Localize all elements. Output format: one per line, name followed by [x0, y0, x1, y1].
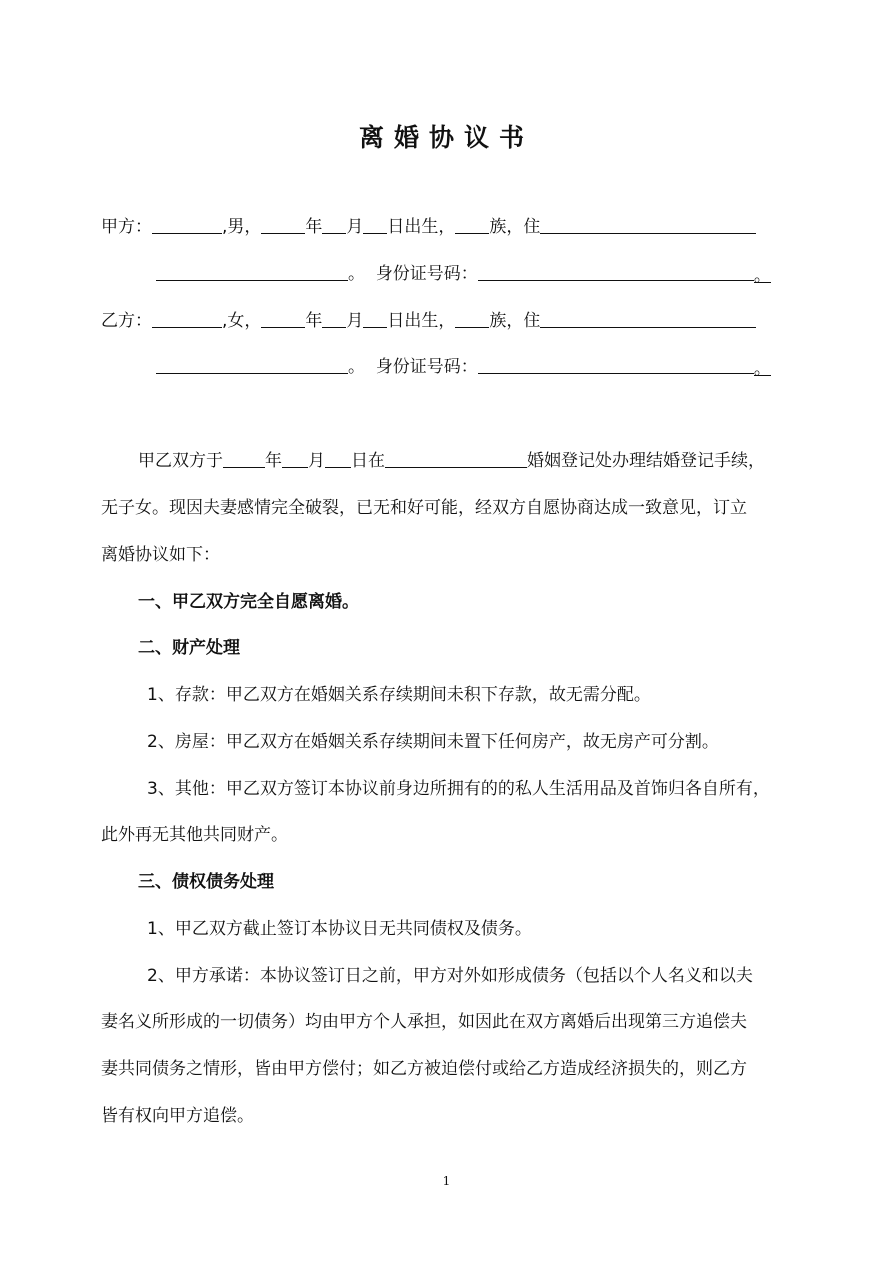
- section-3-item-1: 1、甲乙双方截止签订本协议日无共同债权及债务。: [147, 919, 532, 939]
- document-title: 离婚协议书: [358, 123, 534, 152]
- party-b-id-blank: [478, 355, 754, 374]
- section-2-item-2: 2、房屋：甲乙双方在婚姻关系存续期间未置下任何房产，故无房产可分割。: [147, 732, 719, 752]
- intro-line-1: 甲乙双方于 年 月 日在 婚姻登记处办理结婚登记手续，: [138, 451, 765, 471]
- intro-line-3: 离婚协议如下：: [101, 545, 220, 565]
- section-3-item-2: 2、甲方承诺：本协议签订日之前，甲方对外如形成债务（包括以个人名义和以夫: [147, 966, 753, 986]
- party-a-id-blank: [478, 262, 754, 281]
- section-3-heading: 三、债权债务处理: [138, 872, 274, 892]
- party-a-line-1: 甲方： ,男， 年 月 日出生， 族，住: [101, 215, 756, 239]
- section-3-item-2-cont-1: 妻名义所形成的一切债务）均由甲方个人承担，如因此在双方离婚后出现第三方追偿夫: [101, 1012, 747, 1032]
- marriage-month-blank: [282, 449, 308, 468]
- section-2-item-1: 1、存款：甲乙双方在婚姻关系存续期间未积下存款，故无需分配。: [147, 685, 651, 705]
- intro-line-2: 无子女。现因夫妻感情完全破裂，已无和好可能，经双方自愿协商达成一致意见，订立: [101, 498, 747, 518]
- party-b-day-blank: [363, 309, 387, 328]
- party-b-address-blank: [540, 309, 756, 328]
- section-2-item-3-cont: 此外再无其他共同财产。: [101, 825, 288, 845]
- section-3-item-2-cont-2: 妻共同债务之情形，皆由甲方偿付；如乙方被迫偿付或给乙方造成经济损失的，则乙方: [101, 1059, 747, 1079]
- party-b-name-blank: [152, 309, 222, 328]
- party-a-name-blank: [152, 215, 222, 234]
- party-b-label: 乙方：: [101, 311, 152, 331]
- party-a-year-blank: [261, 215, 305, 234]
- party-b-line-1: 乙方： ,女， 年 月 日出生， 族，住: [101, 309, 756, 333]
- party-a-month-blank: [322, 215, 346, 234]
- party-a-label: 甲方：: [101, 217, 152, 237]
- section-1-heading: 一、甲乙双方完全自愿离婚。: [138, 592, 359, 612]
- party-a-address-blank-2: [156, 262, 348, 281]
- party-a-id-label: 身份证号码：: [375, 264, 478, 284]
- party-a-day-blank: [363, 215, 387, 234]
- marriage-day-blank: [325, 449, 351, 468]
- party-a-line-2: 。 身份证号码： 。: [156, 262, 771, 286]
- party-b-month-blank: [322, 309, 346, 328]
- party-b-line-2: 。 身份证号码： 。: [156, 355, 771, 379]
- party-b-id-label: 身份证号码：: [375, 357, 478, 377]
- party-b-address-blank-2: [156, 355, 348, 374]
- page-number: 1: [442, 1174, 451, 1188]
- party-a-address-blank: [540, 215, 756, 234]
- party-a-ethnic-blank: [455, 215, 489, 234]
- registry-office-blank: [385, 449, 527, 468]
- marriage-year-blank: [223, 449, 265, 468]
- section-3-item-2-cont-3: 皆有权向甲方追偿。: [101, 1106, 254, 1126]
- section-2-heading: 二、财产处理: [138, 638, 240, 658]
- party-b-year-blank: [261, 309, 305, 328]
- party-b-ethnic-blank: [455, 309, 489, 328]
- section-2-item-3: 3、其他：甲乙双方签订本协议前身边所拥有的的私人生活用品及首饰归各自所有，: [147, 779, 770, 799]
